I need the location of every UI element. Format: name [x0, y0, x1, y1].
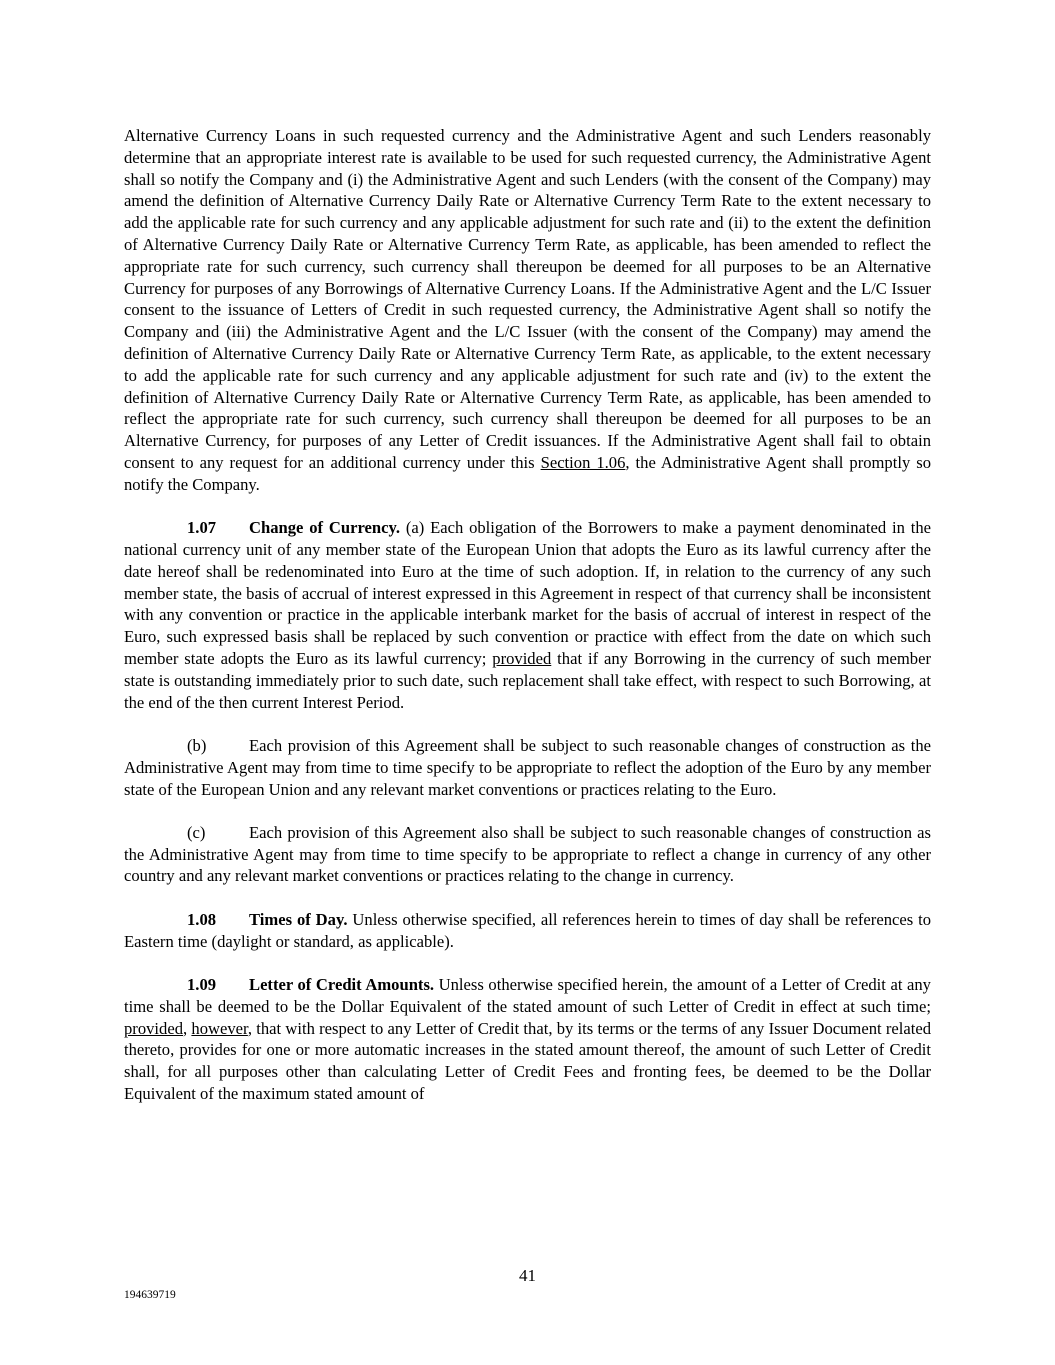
section-1-09-text-2: , that with respect to any Letter of Credit that, by its terms or the terms of any Issuer Document related thereto, provides for one or more automatic increases in the stated amount thereof, the amount of such Letter of Credit shall, for all purposes other than calculating Letter of Credit Fees and fronting fees, be deemed to be the Dollar Equivalent of the maximum stated amount of — [124, 1018, 931, 1104]
provided-term: provided — [492, 648, 552, 668]
separator-comma: , — [183, 1018, 192, 1038]
section-1-08-text: Unless otherwise specified, all references herein to times of day shall be references to Eastern time (daylight or standard, as applicable). — [124, 909, 931, 951]
section-1-07-number: 1.07 — [187, 518, 217, 538]
section-1-07-c-paragraph — [124, 822, 931, 887]
provided-term-2: provided — [124, 1018, 183, 1038]
section-1-07-b-paragraph — [124, 735, 931, 800]
page-number: 41 — [519, 1266, 536, 1285]
section-1-06-reference: Section 1.06 — [540, 452, 626, 472]
continuation-text-2: , the Administrative Agent shall promptly so notify the Company. — [124, 452, 931, 494]
document-id: 194639719 — [124, 1289, 176, 1301]
section-1-09-title: Letter of Credit Amounts. — [249, 975, 435, 995]
section-1-07-c-label: (c) — [187, 822, 206, 842]
section-1-09-number: 1.09 — [187, 975, 217, 995]
section-1-07-c-text: Each provision of this Agreement also shall be subject to such reasonable changes of construction as the Administrative Agent may from time to time specify to be appropriate to reflect a change in currency of any other country and any relevant market conventions or practices relating to the change in currency. — [124, 822, 931, 886]
document-body — [124, 125, 931, 1126]
section-1-07-title: Change of Currency. — [249, 518, 401, 538]
section-1-09-text-1: Unless otherwise specified herein, the amount of a Letter of Credit at any time shall be deemed to be the Dollar Equivalent of the stated amount of such Letter of Credit in effect at such time; — [124, 975, 931, 1016]
section-1-07-text-1: (a) Each obligation of the Borrowers to make a payment denominated in the national currency unit of any member state of the European Union that adopts the Euro as its lawful currency after the date hereof shall be redenominated into Euro at the time of such adoption. If, in relation to the currency of any such member state, the basis of accrual of interest expressed in this Agreement in respect of that currency shall be inconsistent with any convention or practice in the applicable interbank market for the basis of accrual of interest in respect of the Euro, such expressed basis shall be replaced by such convention or practice with effect from the date on which such member state adopts the Euro as its lawful currency; — [124, 518, 931, 668]
however-term: however — [191, 1018, 248, 1038]
section-1-07-b-label: (b) — [187, 735, 207, 755]
section-1-09-paragraph — [124, 974, 931, 1105]
section-1-07-paragraph — [124, 517, 931, 713]
section-1-08-number: 1.08 — [187, 909, 217, 929]
section-1-08-title: Times of Day. — [249, 909, 348, 929]
continuation-text-1: Alternative Currency Loans in such requested currency and the Administrative Agent and such Lenders reasonably determine that an appropriate interest rate is available to be used for such requested currency, the Administrative Agent shall so notify the Company and (i) the Administrative Agent and such Lenders (with the consent of the Company) may amend the definition of Alternative Currency Daily Rate or Alternative Currency Term Rate to the extent necessary to add the applicable rate for such currency and any applicable adjustment for such rate and (ii) to the extent the definition of Alternative Currency Daily Rate or Alternative Currency Term Rate, as applicable, has been amended to reflect the appropriate rate for such currency, such currency shall thereupon be deemed for all purposes to be an Alternative Currency for purposes of any Borrowings of Alternative Currency Loans. If the Administrative Agent and the L/C Issuer consent to the issuance of Letters of Credit in such requested currency, the Administrative Agent shall so notify the Company and (iii) the Administrative Agent and the L/C Issuer (with the consent of the Company) may amend the definition of Alternative Currency Daily Rate or Alternative Currency Term Rate, as applicable, to the extent necessary to add the applicable rate for such currency and any applicable adjustment for such rate and (iv) to the extent the definition of Alternative Currency Daily Rate or Alternative Currency Term Rate, as applicable, has been amended to reflect the appropriate rate for such currency, such currency shall thereupon be deemed for all purposes to be an Alternative Currency, for purposes of any Letter of Credit issuances. If the Administrative Agent shall fail to obtain consent to any request for an additional currency under this — [124, 126, 931, 472]
section-1-07-text-2: that if any Borrowing in the currency of such member state is outstanding immediately prior to such date, such replacement shall take effect, with respect to such Borrowing, at the end of the then current Interest Period. — [124, 648, 931, 712]
section-1-08-paragraph — [124, 909, 931, 953]
continuation-paragraph — [124, 125, 931, 496]
section-1-07-b-text: Each provision of this Agreement shall be subject to such reasonable changes of construction as the Administrative Agent may from time to time specify to be appropriate to reflect the adoption of the Euro by any member state of the European Union and any relevant market conventions or practices relating to the Euro. — [124, 735, 931, 799]
